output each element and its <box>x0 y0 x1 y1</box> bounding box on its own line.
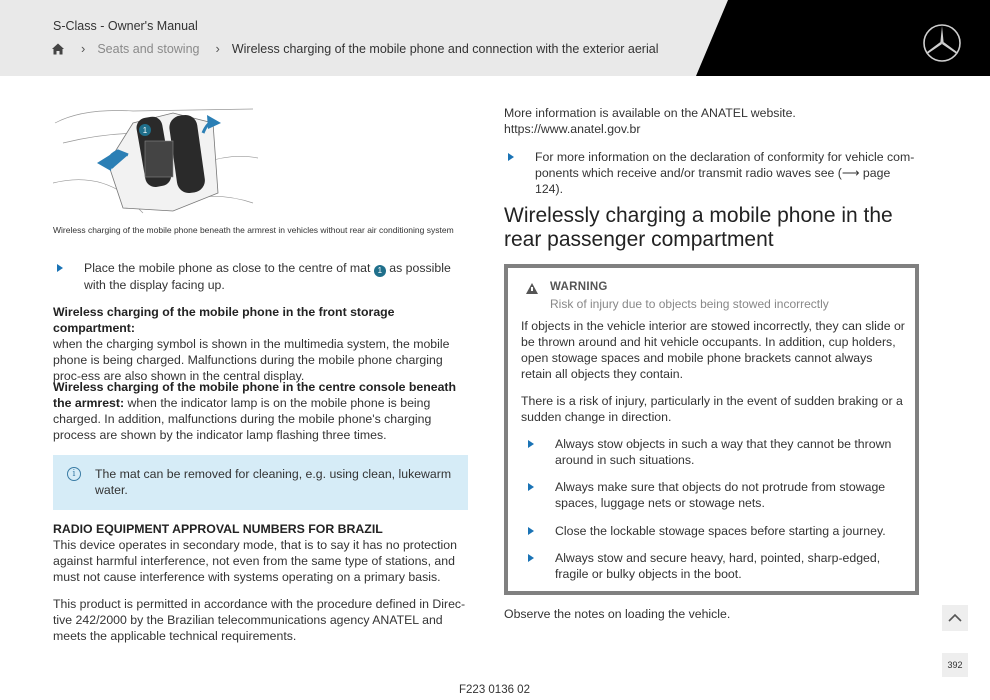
centre-console-paragraph <box>53 379 469 443</box>
chevron-right-icon: › <box>81 41 86 56</box>
warning-subtitle: Risk of injury due to objects being stowed incorrectly <box>550 297 829 311</box>
radio-approval-text: This device operates in secondary mode, that is to say it has no protection against harmful interference, not even from the same type of stations, and must not cause interference with systems operating on a primary basis. <box>53 538 457 584</box>
bullet-text-before: Place the mobile phone as close to the centre of mat <box>84 261 371 275</box>
header-black-wedge <box>0 0 990 76</box>
loading-notes-link[interactable]: Observe the notes on loading the vehicle. <box>504 607 731 621</box>
warning-bullet-text: Close the lockable stowage spaces before starting a journey. <box>555 524 886 538</box>
bullet-arrow-icon <box>528 483 534 491</box>
bullet-arrow-icon <box>57 264 63 272</box>
radio-approval-heading: RADIO EQUIPMENT APPROVAL NUMBERS FOR BRAZIL <box>53 522 383 536</box>
warning-triangle-mark <box>531 287 533 291</box>
warning-paragraph: If objects in the vehicle interior are stowed incorrectly, they can slide or be thrown around and hit vehicle occupants. In addition, cup holders, open stowage spaces and mobile phone brackets cannot always retain all objects they contain. <box>521 319 905 381</box>
bullet-text <box>84 260 469 293</box>
section-title: Wirelessly charging a mobile phone in the rear passenger compartment <box>504 204 893 251</box>
mat-number-badge: 1 <box>374 265 386 277</box>
warning-list-item <box>528 436 908 468</box>
chevron-right-icon: › <box>215 41 220 56</box>
bullet-arrow-icon <box>508 153 514 161</box>
paragraph-text: when the charging symbol is shown in the multimedia system, the mobile phone is being charged. Malfunctions during the mobile phone charging proc-ess are also shown in the central display. <box>53 337 450 383</box>
warning-list-item <box>528 523 908 539</box>
conformity-link-text[interactable]: For more information on the declaration of conformity for vehicle com-ponents which receive and/or transmit radio waves see (⟶ page 124). <box>535 150 915 196</box>
info-icon: i <box>67 467 81 481</box>
radio-approval-section <box>53 521 469 585</box>
info-note-box <box>53 455 468 510</box>
paragraph-text: when the indicator lamp is on the mobile phone is being charged. In addition, malfunctions during the mobile phone's charging process are shown by the indicator lamp flashing three times. <box>53 396 432 442</box>
list-item <box>508 149 916 197</box>
page-number-button[interactable]: 392 <box>942 653 968 677</box>
warning-paragraph: There is a risk of injury, particularly in the event of sudden braking or a sudden change in direction. <box>521 394 903 424</box>
bullet-arrow-icon <box>528 527 534 535</box>
anatel-info-paragraph: More information is available on the ANATEL website. https://www.anatel.gov.br <box>504 106 796 136</box>
warning-bullet-text: Always make sure that objects do not protrude from stowage spaces, luggage nets or stowage nets. <box>555 480 886 510</box>
warning-list-item <box>528 550 908 582</box>
chevron-up-icon <box>942 605 968 631</box>
scroll-to-top-button[interactable] <box>942 605 968 631</box>
bullet-arrow-icon <box>528 554 534 562</box>
illustration-caption: Wireless charging of the mobile phone beneath the armrest in vehicles without rear air conditioning system <box>53 225 454 235</box>
warning-bullet-text: Always stow objects in such a way that they cannot be thrown around in such situations. <box>555 437 892 467</box>
warning-bullet-text: Always stow and secure heavy, hard, pointed, sharp-edged, fragile or bulky objects in the boot. <box>555 551 881 581</box>
list-item <box>57 260 469 293</box>
warning-list-item <box>528 479 908 511</box>
bullet-arrow-icon <box>528 440 534 448</box>
manual-title: S-Class - Owner's Manual <box>53 19 198 33</box>
paragraph-heading: Wireless charging of the mobile phone in the front storage compartment: <box>53 305 395 335</box>
home-icon[interactable] <box>51 42 65 56</box>
paragraph-heading: Wireless charging of the mobile phone in the centre console beneath the armrest: <box>53 380 457 410</box>
info-note-text: The mat can be removed for cleaning, e.g. using clean, lukewarm water. <box>95 467 452 497</box>
figure-code: F223 0136 02 <box>459 684 530 696</box>
armrest-charging-illustration <box>53 103 258 215</box>
mercedes-star-logo[interactable] <box>922 23 962 63</box>
front-storage-paragraph <box>53 304 469 384</box>
breadcrumb-seats-and-stowing[interactable]: Seats and stowing <box>97 41 200 56</box>
breadcrumb <box>51 41 658 56</box>
warning-label: WARNING <box>550 281 608 293</box>
breadcrumb-current-page: Wireless charging of the mobile phone and connection with the exterior aerial <box>231 41 659 56</box>
svg-text:1: 1 <box>142 126 148 135</box>
warning-box <box>504 264 919 595</box>
product-permission-paragraph: This product is permitted in accordance with the procedure defined in Direc-tive 242/2000 by the Brazilian telecommunications agency ANATEL and meets the applicable technical requirements. <box>53 597 466 643</box>
bullet-text-after: as possible with the display facing up. <box>84 261 451 292</box>
